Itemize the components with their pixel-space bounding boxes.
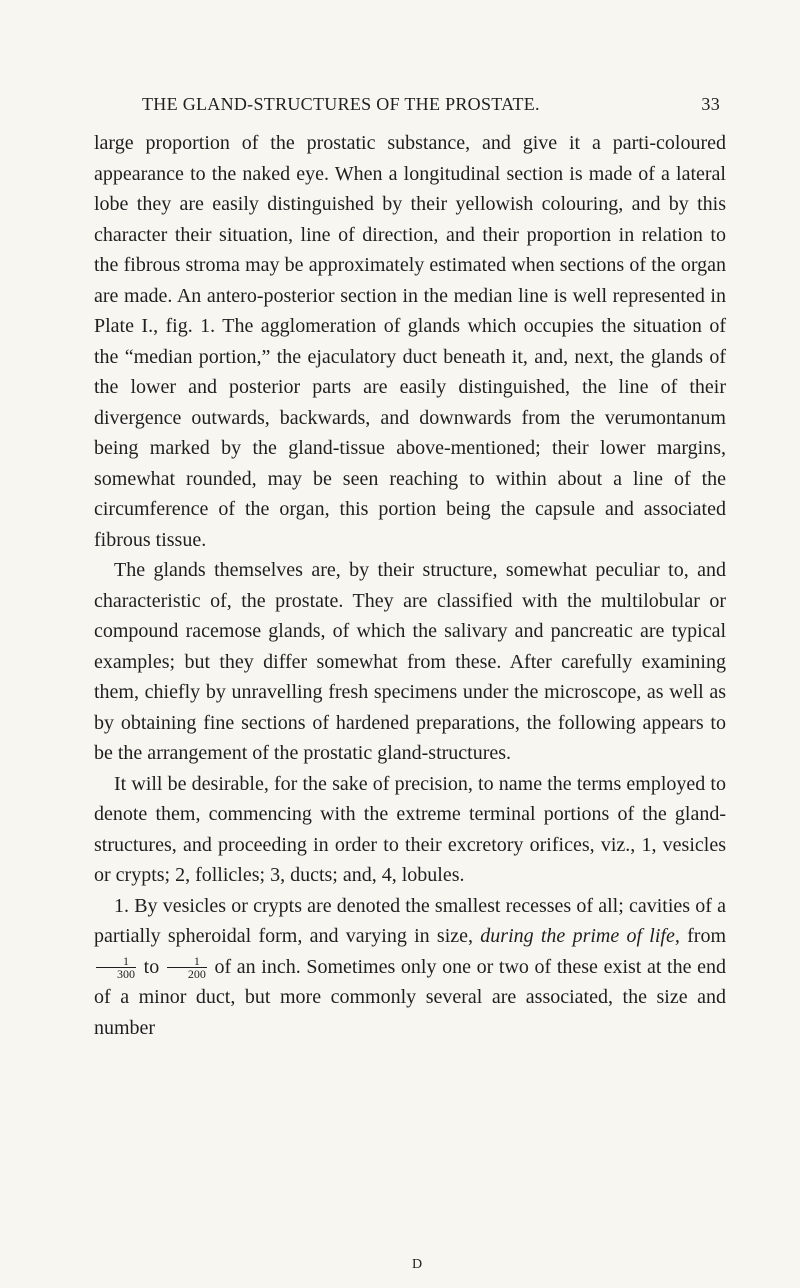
fraction-1-300 (96, 955, 136, 980)
running-head: THE GLAND-STRUCTURES OF THE PROSTATE. (142, 94, 540, 114)
paragraph-4-text-a: 1. By vesicles or crypts are denoted the smallest recesses of all; cavities of a partially spheroidal form, and varying in size, (94, 894, 726, 947)
paragraph-4-text-b: from (687, 925, 727, 947)
fraction-numerator: 1 (167, 955, 207, 968)
body-text (94, 128, 726, 1043)
signature-mark: D (412, 1257, 423, 1272)
fraction-1-200 (167, 955, 207, 980)
fraction-denominator: 300 (117, 967, 135, 982)
paragraph-1: large proportion of the prostatic substance, and give it a parti-coloured appearance to the naked eye. When a longitudinal section is made of a lateral lobe they are easily distinguished by their yellowish colouring, and by this character their situation, line of direction, and their proportion in relation to the fibrous stroma may be approximately estimated when sections of the organ are made. An antero-posterior section in the median line is well represented in Plate I., fig. 1. The agglomeration of glands which occupies the situation of the “median portion,” the ejaculatory duct beneath it, and, next, the glands of the lower and posterior parts are easily distinguished, the line of their divergence outwards, backwards, and downwards from the verumontanum being marked by the gland-tissue above-mentioned; their lower margins, somewhat rounded, may be seen reaching to within about a line of the circumference of the organ, this portion being the capsule and associated fibrous tissue. (94, 132, 726, 551)
paragraph-4-italic: during the prime of life, (480, 925, 680, 947)
fraction-denominator: 200 (187, 967, 206, 982)
paragraph-2: The glands themselves are, by their structure, somewhat peculiar to, and characteristic of, the prostate. They are classified with the multilobular or compound racemose glands, of which the salivary and pancreatic are typical examples; but they differ somewhat from these. After carefully examining them, chiefly by unravelling fresh specimens under the microscope, as well as by obtaining fine sections of hardened preparations, the following appears to be the arrangement of the prostatic gland-structures. (94, 559, 726, 764)
paragraph-4-text-d: of an inch. Sometimes only one or two of these exist at the end of a minor duct, but more commonly several are associated, the size and number (94, 955, 726, 1039)
page-number: 33 (701, 94, 720, 114)
paragraph-4-text-c: to (138, 955, 165, 978)
paragraph-4 (94, 891, 726, 1044)
page-header (142, 94, 720, 118)
paragraph-3: It will be desirable, for the sake of precision, to name the terms employed to denote them, commencing with the extreme terminal portions of the gland-structures, and proceeding in order to their excretory orifices, viz., 1, vesicles or crypts; 2, follicles; 3, ducts; and, 4, lobules. (94, 772, 726, 886)
fraction-numerator: 1 (96, 955, 136, 968)
